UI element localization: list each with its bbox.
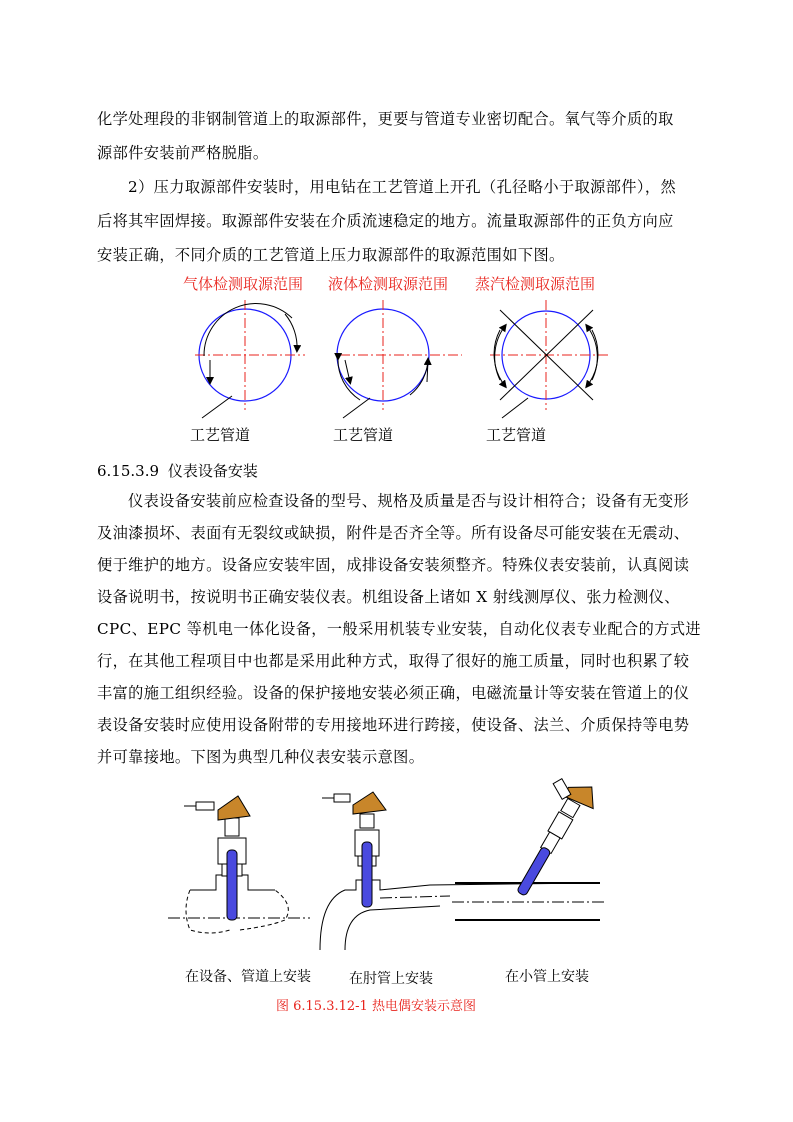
- pipe-label: 工艺管道: [333, 426, 394, 444]
- pipe-label: 工艺管道: [486, 426, 547, 444]
- thermocouple-diagram: [0, 780, 793, 960]
- install-on-vessel: [168, 796, 310, 933]
- text-line: 设备说明书，按说明书正确安装仪表。机组设备上诸如 X 射线测厚仪、张力检测仪、: [97, 588, 680, 606]
- liquid-pipe-diagram: [337, 300, 462, 418]
- tapping-range-diagram: [0, 290, 793, 470]
- install-on-small-pipe: [452, 777, 604, 920]
- text-line: 仪表设备安装前应检查设备的型号、规格及质量是否与设计相符合；设备有无变形: [128, 492, 690, 510]
- text-line: 2）压力取源部件安装时，用电钻在工艺管道上开孔（孔径略小于取源部件），然: [128, 178, 677, 196]
- text-line: 后将其牢固焊接。取源部件安装在介质流速稳定的地方。流量取源部件的正负方向应: [97, 212, 674, 230]
- pipe-label: 工艺管道: [190, 426, 251, 444]
- caption-vessel: 在设备、管道上安装: [185, 969, 311, 985]
- text-line: 及油漆损坏、表面有无裂纹或缺损，附件是否齐全等。所有设备尽可能安装在无震动、: [97, 524, 690, 542]
- figure-title: 图 6.15.3.12-1 热电偶安装示意图: [276, 999, 476, 1014]
- steam-pipe-diagram: [490, 300, 610, 418]
- section-title: 仪表设备安装: [167, 462, 258, 480]
- text-line: 化学处理段的非钢制管道上的取源部件，更要与管道专业密切配合。氧气等介质的取: [97, 110, 674, 128]
- text-line: 表设备安装时应使用设备附带的专用接地环进行跨接，使设备、法兰、介质保持等电势: [97, 716, 690, 734]
- text-line: CPC、EPC 等机电一体化设备，一般采用机装专业安装，自动化仪表专业配合的方式进: [97, 620, 701, 638]
- install-on-elbow: [320, 792, 595, 950]
- text-line: 并可靠接地。下图为典型几种仪表安装示意图。: [97, 748, 425, 766]
- caption-small-pipe: 在小管上安装: [505, 969, 589, 985]
- liquid-range-label: 液体检测取源范围: [328, 275, 449, 293]
- text-line: 丰富的施工组织经验。设备的保护接地安装必须正确，电磁流量计等安装在管道上的仪: [97, 684, 690, 702]
- section-heading: [97, 460, 258, 481]
- text-line: 源部件安装前严格脱脂。: [97, 144, 269, 162]
- caption-elbow: 在肘管上安装: [349, 971, 433, 987]
- text-line: 安装正确，不同介质的工艺管道上压力取源部件的取源范围如下图。: [97, 246, 565, 264]
- steam-range-label: 蒸汽检测取源范围: [475, 275, 596, 293]
- gas-range-label: 气体检测取源范围: [183, 275, 304, 293]
- gas-pipe-diagram: [195, 300, 305, 418]
- section-number: 6.15.3.9: [97, 462, 160, 480]
- text-line: 行，在其他工程项目中也都是采用此种方式，取得了很好的施工质量，同时也积累了较: [97, 652, 690, 670]
- text-line: 便于维护的地方。设备应安装牢固，成排设备安装须整齐。特殊仪表安装前，认真阅读: [97, 556, 690, 574]
